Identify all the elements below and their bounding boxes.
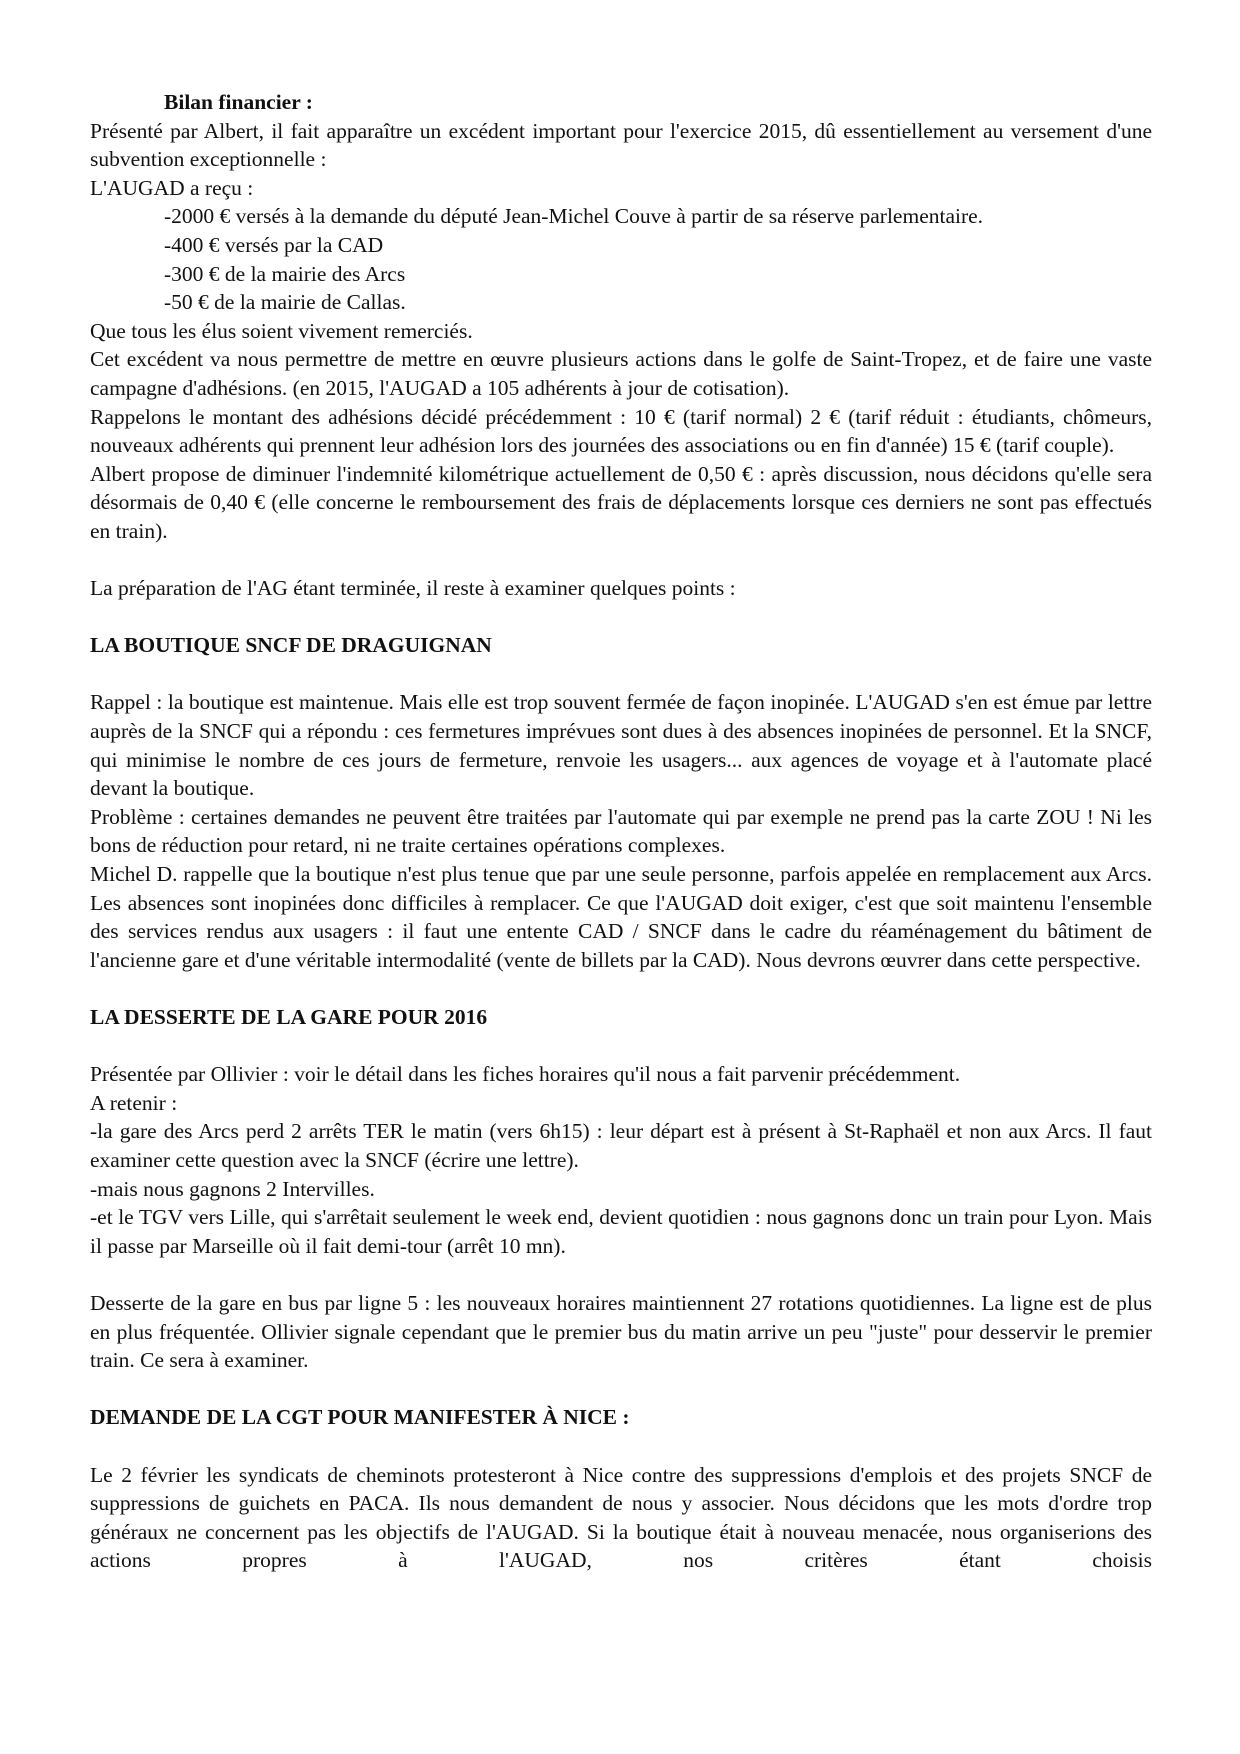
bilan-heading: Bilan financier :	[164, 90, 313, 114]
desserte-item: -mais nous gagnons 2 Intervilles.	[90, 1176, 375, 1201]
desserte-item: -et le TGV vers Lille, qui s'arrêtait seulement le week end, devient quotidien : nous gagnons donc un train pour Lyon. Mais il passe par Marseille où il fait demi-tour (arrêt 10 mn).	[90, 1205, 1152, 1258]
cgt-paragraph: Le 2 février les syndicats de cheminots protesteront à Nice contre des suppressions d'emplois et des projets SNCF de suppressions de guichets en PACA. Ils nous demandent de nous y associer. Nous décidons que les mots d'ordre trop généraux ne concernent pas les objectifs de l'AUGAD. Si la boutique était à nouveau menacée, nous organiserions des actions propres à l'AUGAD, nos critères étant choisis	[90, 1462, 1152, 1573]
desserte-bus-paragraph: Desserte de la gare en bus par ligne 5 : les nouveaux horaires maintiennent 27 rotations quotidiennes. La ligne est de plus en plus fréquentée. Ollivier signale cependant que le premier bus du matin arrive un peu "juste" pour desservir le premier train. Ce sera à examiner.	[90, 1290, 1152, 1373]
bilan-item: -2000 € versés à la demande du député Jean-Michel Couve à partir de sa réserve parlementaire.	[164, 204, 984, 229]
cgt-heading: DEMANDE DE LA CGT POUR MANIFESTER À NICE :	[90, 1405, 630, 1430]
boutique-rappel-paragraph: Rappel : la boutique est maintenue. Mais elle est trop souvent fermée de façon inopinée. L'AUGAD s'en est émue par lettre auprès de la SNCF qui a répondu : ces fermetures imprévues sont dues à des absences inopinées de personnel. Et la SNCF, qui minimise le nombre de ces jours de fermeture, renvoie les usagers... aux agences de voyage et à l'automate placé devant la boutique.	[90, 690, 1152, 801]
boutique-probleme-paragraph: Problème : certaines demandes ne peuvent être traitées par l'automate qui par exemple ne prend pas la carte ZOU ! Ni les bons de réduction pour retard, ni ne traite certaines opérations complexes.	[90, 804, 1152, 858]
bilan-intro: Présenté par Albert, il fait apparaître un excédent important pour l'exercice 2015, dû essentiellement au versement d'une subvention exceptionnelle :	[90, 118, 1152, 172]
transition-paragraph: La préparation de l'AG étant terminée, il reste à examiner quelques points :	[90, 576, 736, 601]
desserte-heading: LA DESSERTE DE LA GARE POUR 2016	[90, 1005, 488, 1029]
bilan-albert-paragraph: Albert propose de diminuer l'indemnité kilométrique actuellement de 0,50 € : après discussion, nous décidons qu'elle sera désormais de 0,40 € (elle concerne le remboursement des frais de déplacements lorsque ces derniers ne sont pas effectués en train).	[90, 461, 1152, 543]
desserte-intro: Présentée par Ollivier : voir le détail dans les fiches horaires qu'il nous a fait parvenir précédemment.	[90, 1062, 961, 1087]
bilan-rappelons-paragraph: Rappelons le montant des adhésions décidé précédemment : 10 € (tarif normal) 2 € (tarif réduit : étudiants, chômeurs, nouveaux adhérents qui prennent leur adhésion lors des journées des associations ou en fin d'année) 15 € (tarif couple).	[90, 404, 1152, 458]
boutique-michel-paragraph: Michel D. rappelle que la boutique n'est plus tenue que par une seule personne, parfois appelée en remplacement aux Arcs. Les absences sont inopinées donc difficiles à remplacer. Ce que l'AUGAD doit exiger, c'est que soit maintenu l'ensemble des services rendus aux usagers : il faut une entente CAD / SNCF dans le cadre du réaménagement du bâtiment de l'ancienne gare et d'une véritable intermodalité (vente de billets par la CAD). Nous devrons œuvrer dans cette perspective.	[90, 862, 1152, 972]
boutique-heading: LA BOUTIQUE SNCF DE DRAGUIGNAN	[90, 633, 492, 658]
desserte-item: -la gare des Arcs perd 2 arrêts TER le matin (vers 6h15) : leur départ est à présent à St-Raphaël et non aux Arcs. Il faut examiner cette question avec la SNCF (écrire une lettre).	[90, 1119, 1152, 1172]
bilan-item: -300 € de la mairie des Arcs	[164, 261, 406, 286]
bilan-excedent-paragraph: Cet excédent va nous permettre de mettre en œuvre plusieurs actions dans le golfe de Saint-Tropez, et de faire une vaste campagne d'adhésions. (en 2015, l'AUGAD a 105 adhérents à jour de cotisation).	[90, 347, 1152, 400]
bilan-received-label: L'AUGAD a reçu :	[90, 175, 254, 200]
bilan-item: -50 € de la mairie de Callas.	[164, 290, 406, 315]
bilan-thanks: Que tous les élus soient vivement remerciés.	[90, 318, 473, 343]
desserte-retenir: A retenir :	[90, 1090, 178, 1115]
bilan-item: -400 € versés par la CAD	[164, 232, 384, 257]
document-page	[90, 88, 1152, 1575]
